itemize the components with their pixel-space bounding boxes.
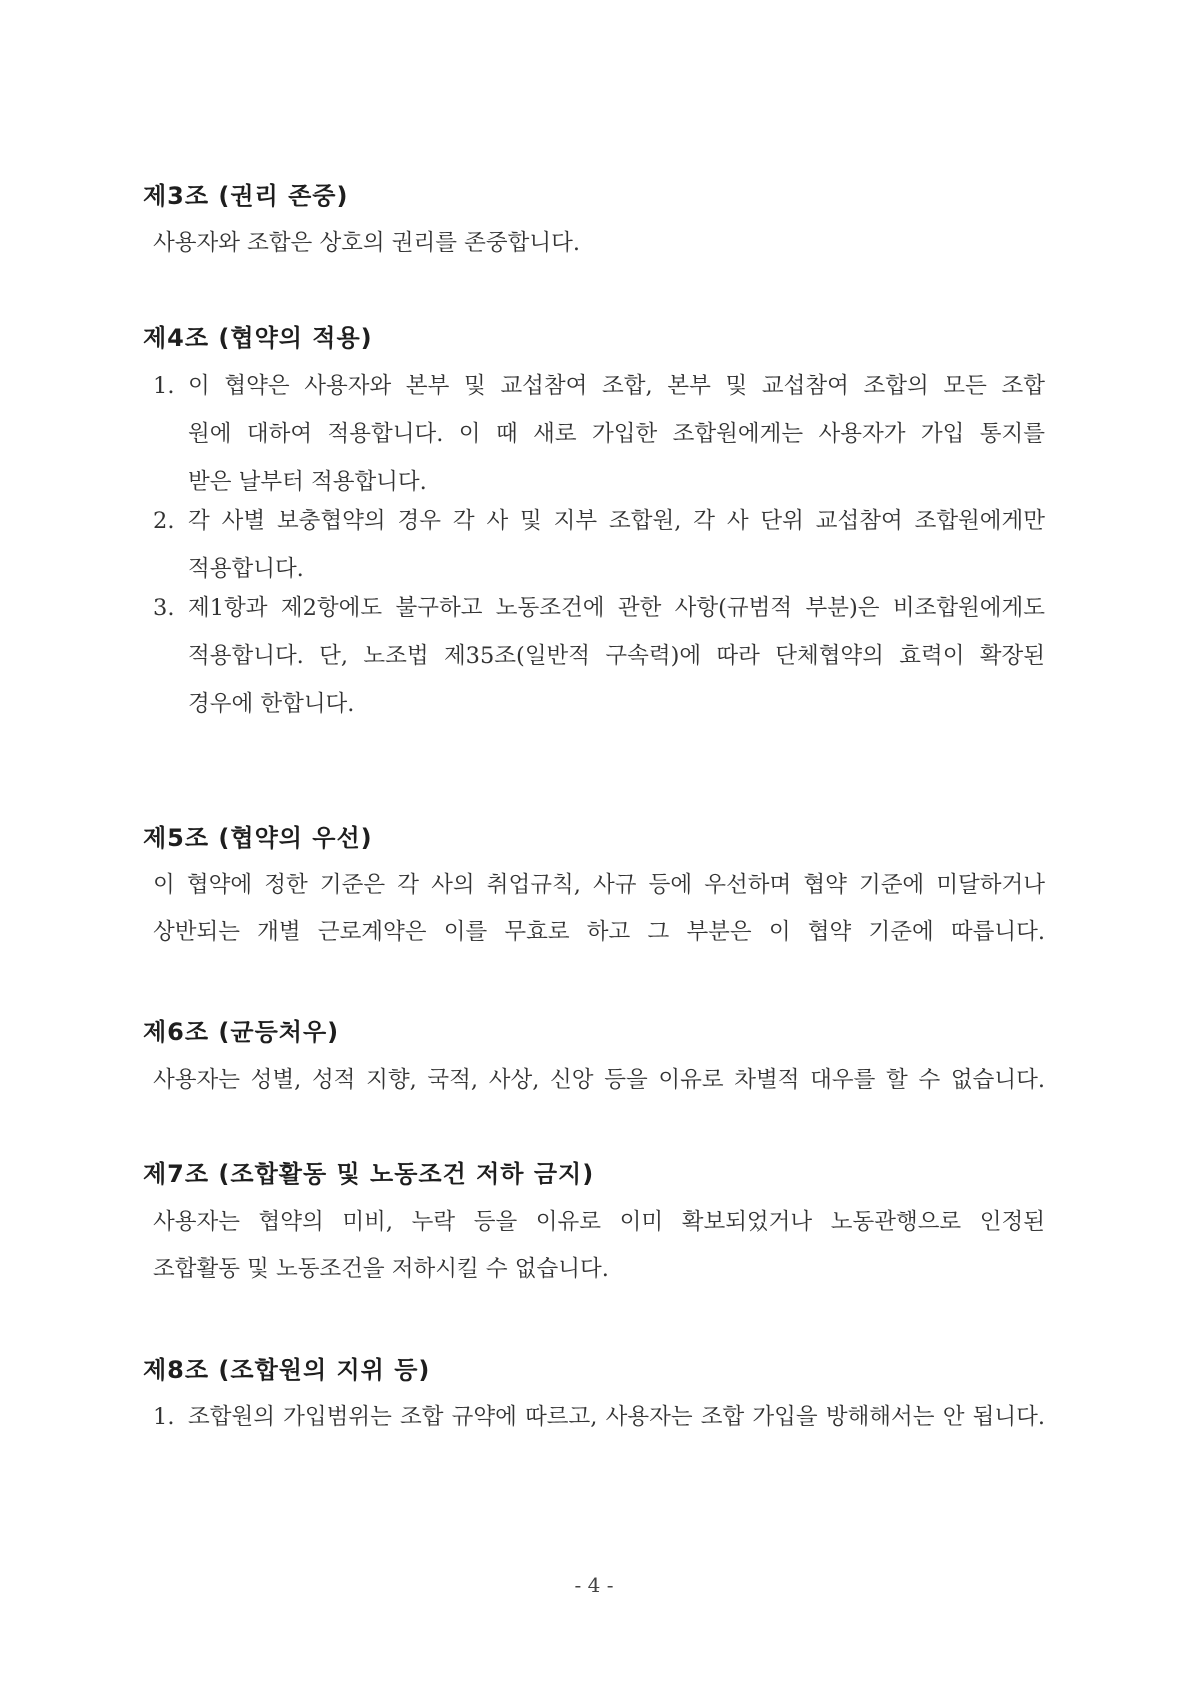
item-line: 적용합니다. 단, 노조법 제35조(일반적 구속력)에 따라 단체협약의 효력이 확장된 <box>188 643 1045 669</box>
article-5-line-2: 상반되는 개별 근로계약은 이를 무효로 하고 그 부분은 이 협약 기준에 따릅니다. <box>153 919 1045 945</box>
item-line: 경우에 한합니다. <box>188 691 355 717</box>
item-number: 3. <box>153 595 175 621</box>
article-5-heading: 제5조 (협약의 우선) <box>143 824 373 852</box>
article-3-heading: 제3조 (권리 존중) <box>143 182 349 210</box>
item-line: 적용합니다. <box>188 556 304 582</box>
article-4-item-3 <box>153 584 1045 728</box>
page-number: - 4 - <box>574 1573 614 1597</box>
item-line: 원에 대하여 적용합니다. 이 때 새로 가입한 조합원에게는 사용자가 가입 통지를 <box>188 421 1045 447</box>
article-6-heading: 제6조 (균등처우) <box>143 1018 340 1046</box>
article-8-heading: 제8조 (조합원의 지위 등) <box>143 1356 431 1384</box>
article-6-body: 사용자는 성별, 성적 지향, 국적, 사상, 신앙 등을 이유로 차별적 대우를 할 수 없습니다. <box>153 1067 1045 1093</box>
item-line: 받은 날부터 적용합니다. <box>188 469 427 495</box>
article-4-item-2 <box>153 497 1045 593</box>
item-line: 각 사별 보충협약의 경우 각 사 및 지부 조합원, 각 사 단위 교섭참여 조합원에게만 <box>188 508 1045 534</box>
item-line: 이 협약은 사용자와 본부 및 교섭참여 조합, 본부 및 교섭참여 조합의 모든 조합 <box>188 373 1045 399</box>
item-line: 제1항과 제2항에도 불구하고 노동조건에 관한 사항(규범적 부분)은 비조합원에게도 <box>188 595 1045 621</box>
article-7-line-2: 조합활동 및 노동조건을 저하시킬 수 없습니다. <box>153 1256 609 1282</box>
article-3-body: 사용자와 조합은 상호의 권리를 존중합니다. <box>153 230 580 256</box>
item-number: 1. <box>153 373 175 399</box>
article-4-item-1 <box>153 362 1045 506</box>
item-number: 1. <box>153 1404 175 1430</box>
article-8-item-1 <box>153 1393 1045 1441</box>
article-7-heading: 제7조 (조합활동 및 노동조건 저하 금지) <box>143 1160 595 1188</box>
item-number: 2. <box>153 508 175 534</box>
article-5-line-1: 이 협약에 정한 기준은 각 사의 취업규칙, 사규 등에 우선하며 협약 기준에 미달하거나 <box>153 872 1045 898</box>
article-4-heading: 제4조 (협약의 적용) <box>143 324 373 352</box>
item-line: 조합원의 가입범위는 조합 규약에 따르고, 사용자는 조합 가입을 방해해서는 안 됩니다. <box>188 1404 1045 1430</box>
article-7-line-1: 사용자는 협약의 미비, 누락 등을 이유로 이미 확보되었거나 노동관행으로 인정된 <box>153 1209 1045 1235</box>
